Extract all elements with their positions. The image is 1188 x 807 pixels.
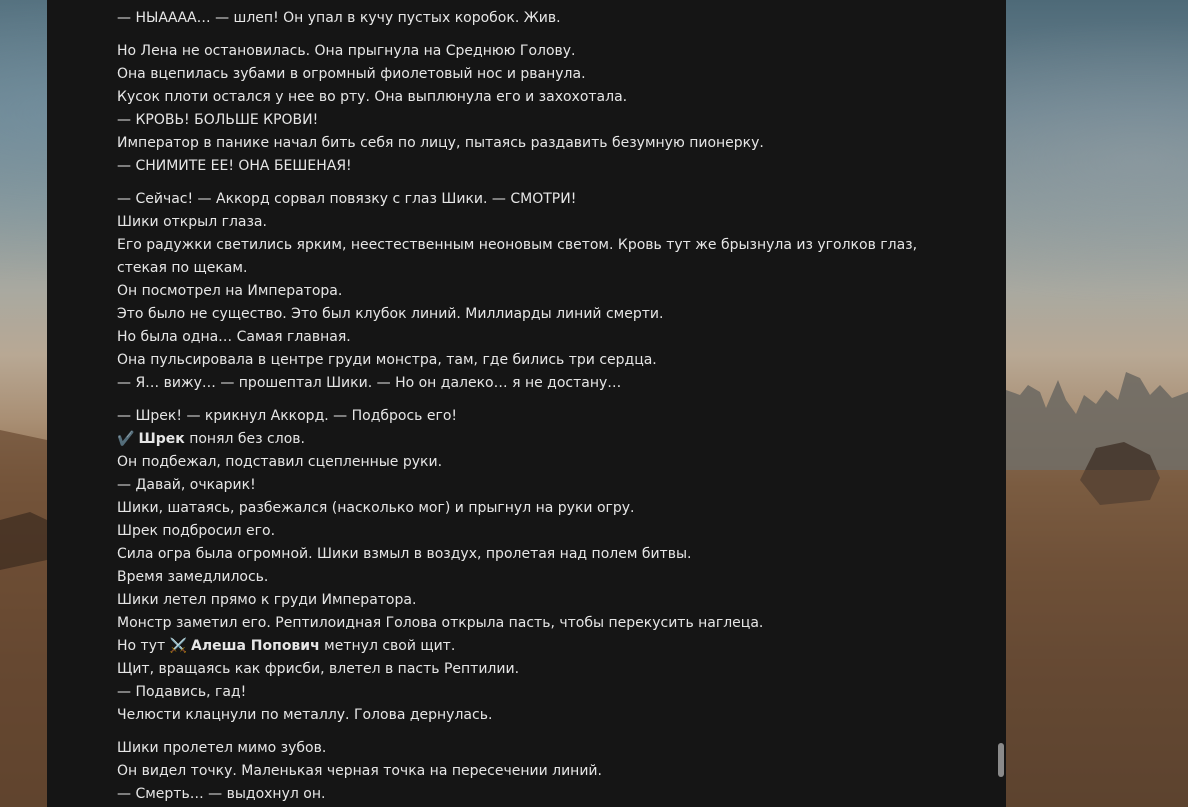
message-line: — Смерть… — выдохнул он. xyxy=(117,786,326,802)
message-line: Он посмотрел на Императора. xyxy=(117,283,343,299)
message-line: Шики летел прямо к груди Императора. xyxy=(117,592,417,608)
message-line: — КРОВЬ! БОЛЬШЕ КРОВИ! xyxy=(117,112,319,128)
message-line: Шики пролетел мимо зубов. xyxy=(117,740,327,756)
checkmark-icon: ✔️ xyxy=(117,431,135,447)
message-line: Щит, вращаясь как фрисби, влетел в пасть Рептилии. xyxy=(117,661,520,677)
message-line: Время замедлилось. xyxy=(117,569,269,585)
message-line: Она вцепилась зубами в огромный фиолетовый нос и рванула. xyxy=(117,66,586,82)
alesha-line-prefix: Но тут xyxy=(117,638,170,654)
paragraph xyxy=(117,405,987,727)
paragraph xyxy=(117,737,987,806)
message-line: Он видел точку. Маленькая черная точка на пересечении линий. xyxy=(117,763,602,779)
message-line: — Я… вижу… — прошептал Шики. — Но он далеко… я не достану… xyxy=(117,375,622,391)
character-name-alesha: Алеша Попович xyxy=(191,638,320,654)
message-line: Но Лена не остановилась. Она прыгнула на Среднюю Голову. xyxy=(117,43,576,59)
message-line: Его радужки светились ярким, неестественным неоновым светом. Кровь тут же брызнула из уголков глаз, xyxy=(117,237,918,253)
message-line: Сила огра была огромной. Шики взмыл в воздух, пролетая над полем битвы. xyxy=(117,546,692,562)
character-name-shrek: Шрек xyxy=(138,431,185,447)
message-line: Шики, шатаясь, разбежался (насколько мог) и прыгнул на руки огру. xyxy=(117,500,635,516)
message-line: Он подбежал, подставил сцепленные руки. xyxy=(117,454,443,470)
message-body xyxy=(117,7,987,807)
message-line: Но была одна… Самая главная. xyxy=(117,329,351,345)
message-line: — Подавись, гад! xyxy=(117,684,247,700)
message-line: Шрек подбросил его. xyxy=(117,523,276,539)
shrek-line-text: понял без слов. xyxy=(184,431,305,447)
message-line: стекая по щекам. xyxy=(117,260,248,276)
message-line: — Шрек! — крикнул Аккорд. — Подбрось его! xyxy=(117,408,457,424)
paragraph xyxy=(117,40,987,178)
scrollbar-thumb[interactable] xyxy=(998,743,1004,777)
message-line: Кусок плоти остался у нее во рту. Она выплюнула его и захохотала. xyxy=(117,89,628,105)
shrek-line xyxy=(117,428,987,451)
crossed-swords-icon: ⚔️ xyxy=(169,638,188,654)
paragraph xyxy=(117,188,987,395)
message-line: — Давай, очкарик! xyxy=(117,477,256,493)
message-line: — СНИМИТЕ ЕЕ! ОНА БЕШЕНАЯ! xyxy=(117,158,352,174)
alesha-line xyxy=(117,635,987,658)
message-line: Это было не существо. Это был клубок линий. Миллиарды линий смерти. xyxy=(117,306,664,322)
message-line: Челюсти клацнули по металлу. Голова дернулась. xyxy=(117,707,493,723)
message-line: Император в панике начал бить себя по лицу, пытаясь раздавить безумную пионерку. xyxy=(117,135,764,151)
message-line: — НЫАААА… — шлеп! Он упал в кучу пустых коробок. Жив. xyxy=(117,10,561,26)
message-line: Монстр заметил его. Рептилоидная Голова открыла пасть, чтобы перекусить наглеца. xyxy=(117,615,764,631)
alesha-line-text: метнул свой щит. xyxy=(319,638,456,654)
message-line: Шики открыл глаза. xyxy=(117,214,267,230)
message-line: — Сейчас! — Аккорд сорвал повязку с глаз Шики. — СМОТРИ! xyxy=(117,191,577,207)
paragraph xyxy=(117,7,987,30)
message-line: Она пульсировала в центре груди монстра, там, где бились три сердца. xyxy=(117,352,657,368)
